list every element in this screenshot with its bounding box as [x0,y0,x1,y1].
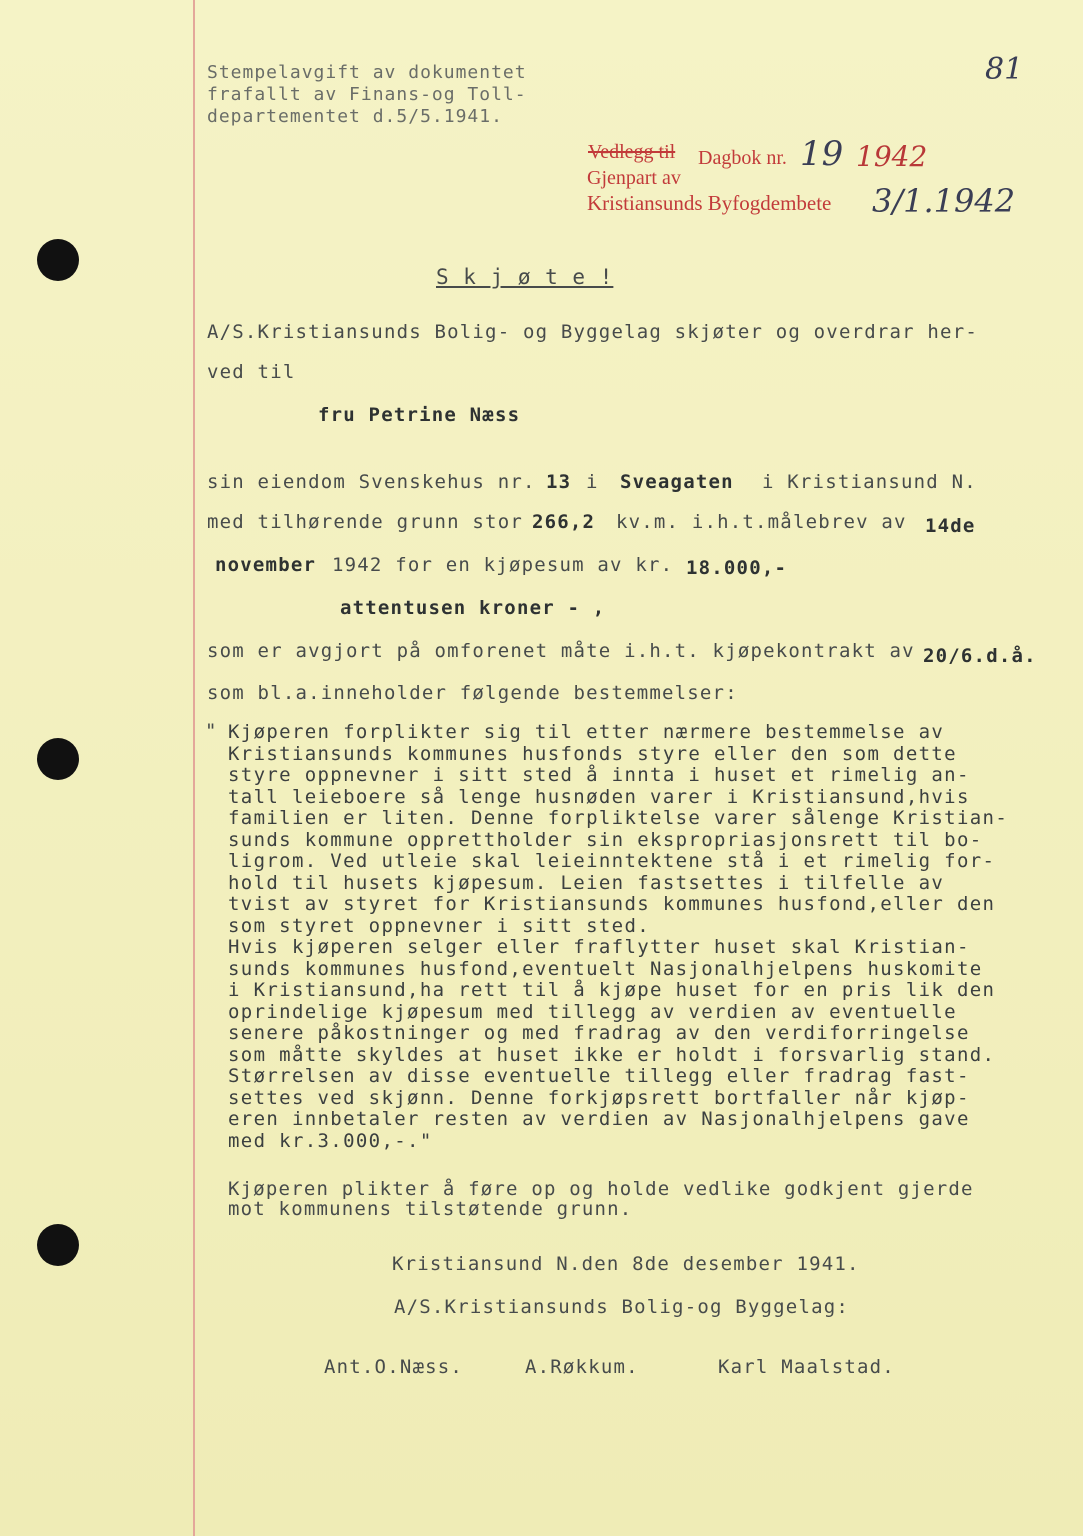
stamp-struck-text: Vedlegg til [588,141,676,163]
quote-line: tvist av styret for Kristiansunds kommunes husfond,eller den [228,893,996,915]
survey-day: 14de [925,515,976,537]
contract-text: som er avgjort på omforenet måte i.h.t. kjøpekontrakt av [207,640,915,662]
punch-hole [37,1224,79,1266]
quote-line: Kjøperen forplikter sig til etter nærmere bestemmelse av [228,721,945,743]
stamp-duty-line: frafallt av Finans-og Toll- [207,84,527,105]
punch-hole [37,239,79,281]
document-title: S k j ø t e ! [436,265,614,289]
quote-line: som styret oppnevner i sitt sted. [228,914,651,937]
quote-line: Hvis kjøperen selger eller fraflytter huset skal Kristian- [228,936,970,958]
quote-line: som måtte skyldes at huset ikke er holdt i forsvarlig stand. [228,1043,996,1066]
place-and-date: Kristiansund N.den 8de desember 1941. [392,1253,860,1275]
signatory: Ant.O.Næss. [324,1356,464,1378]
quote-line: settes ved skjønn. Denne forkjøpsrett bortfaller når kjøp- [228,1086,970,1109]
plot-area: 266,2 [532,511,596,533]
quote-line: med kr.3.000,-." [228,1129,433,1152]
quote-line: familien er liten. Denne forpliktelse varer sålenge Kristian- [228,807,1009,829]
quote-line: hold til husets kjøpesum. Leien fastsettes i tilfelle av [228,871,945,894]
stamp-office-label: Kristiansunds Byfogdembete [587,191,832,215]
quote-line: oprindelige kjøpesum med tillegg av verdien av eventuelle [228,1000,957,1023]
contract-text: som bl.a.inneholder følgende bestemmelser: [207,682,738,704]
punch-hole [37,738,79,780]
quote-line: styre oppnevner i sitt sted å innta i huset et rimelig an- [228,764,970,786]
survey-month: november [215,554,317,576]
quote-mark: " [205,720,218,742]
quote-line: tall leieboere så lenge husnøden varer i Kristiansund,hvis [228,785,970,808]
quote-line: senere påkostninger og med fradrag av den verdiforringelse [228,1022,970,1044]
diary-number: 19 [800,134,844,174]
property-text: kv.m. i.h.t.målebrev av [616,511,907,533]
intro-line: ved til [207,361,296,383]
property-text: 1942 for en kjøpesum av kr. [332,554,674,576]
quote-line: ligrom. Ved utleie skal leieinntektene stå i et rimelig for- [228,850,996,872]
fence-clause: Kjøperen plikter å føre op og holde vedlike godkjent gjerde [228,1178,974,1200]
stamp-diary-label: Dagbok nr. [698,147,787,169]
property-text: i Kristiansund N. [762,471,977,493]
property-text: i [586,471,599,493]
property-text: sin eiendom Svenskehus nr. [207,471,536,493]
page-number: 81 [985,52,1024,87]
stamp-copy-label: Gjenpart av [587,167,681,189]
quote-line: sunds kommunes husfond,eventuelt Nasjonalhjelpens huskomite [228,957,983,980]
house-number: 13 [546,471,572,493]
purchase-price: 18.000,- [686,557,788,579]
property-text: med tilhørende grunn stor [207,511,523,533]
fence-clause: mot kommunens tilstøtende grunn. [228,1198,633,1220]
stamp-duty-line: departementet d.5/5.1941. [207,106,503,127]
intro-line: A/S.Kristiansunds Bolig- og Byggelag skjøter og overdrar her- [207,321,978,343]
contract-date: 20/6.d.å. [923,645,1037,667]
diary-year: 1942 [856,140,928,173]
price-in-words: attentusen kroner - , [340,597,606,619]
quote-line: i Kristiansund,ha rett til å kjøpe huset for en pris lik den [228,979,996,1001]
quoted-provisions [228,722,1028,1152]
company-name: A/S.Kristiansunds Bolig-og Byggelag: [394,1296,850,1318]
quote-line: Størrelsen av disse eventuelle tillegg eller fradrag fast- [228,1065,970,1087]
stamp-handwritten-date: 3/1.1942 [872,182,1016,220]
margin-rule [193,0,195,1536]
signatory: A.Røkkum. [525,1356,639,1378]
stamp-duty-line: Stempelavgift av dokumentet [207,62,527,83]
quote-line: sunds kommune opprettholder sin ekspropriasjonsrett til bo- [228,828,983,851]
quote-line: Kristiansunds kommunes husfonds styre eller den som dette [228,742,957,765]
quote-line: eren innbetaler resten av verdien av Nasjonalhjelpens gave [228,1108,970,1130]
signatory: Karl Maalstad. [718,1356,895,1378]
buyer-name: fru Petrine Næss [318,404,521,426]
street-name: Sveagaten [620,471,734,493]
